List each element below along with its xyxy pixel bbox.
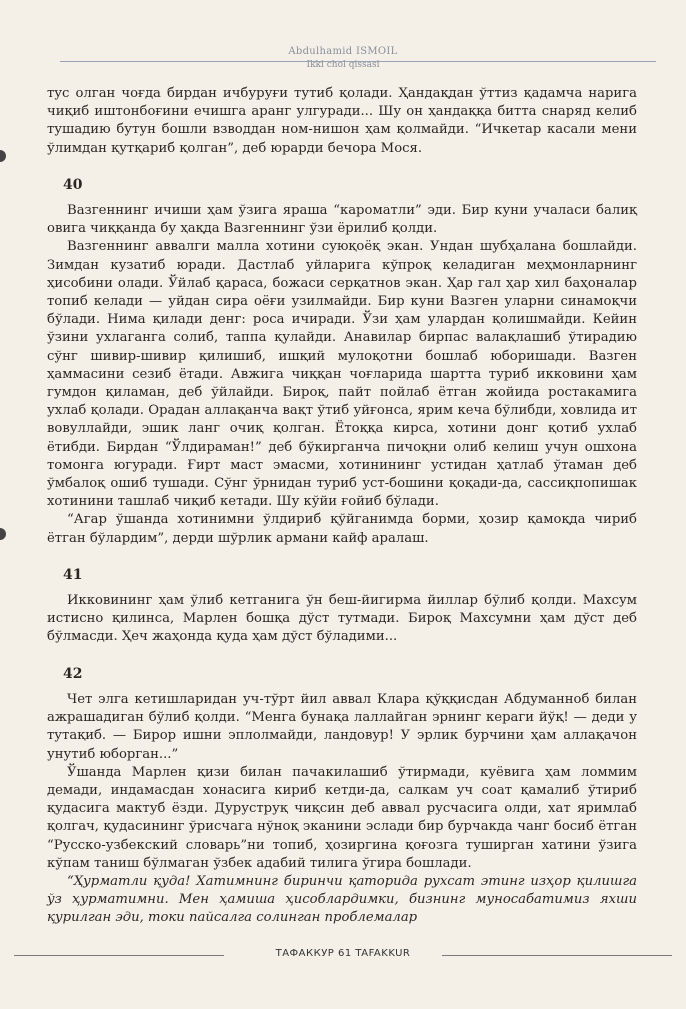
footer-rule-right	[442, 955, 672, 956]
section-number: 41	[63, 566, 83, 583]
section-number: 40	[63, 176, 83, 193]
paragraph: “Агар ўшанда хотинимни ўлдириб қўйганимда борми, ҳозир қамоқда чириб ётган бўлардим”, дерди шўрлик армани кайф аралаш.	[47, 512, 637, 546]
paragraph: Икковининг ҳам ўлиб кетганига ўн беш-йигирма йиллар бўлиб қолди. Махсум истисно қилинса, Марлен бошқа дўст тутмади. Бироқ Махсумни ҳам дўст деб бўлмасди. Ҳеч жаҳонда қуда ҳам дўст бўладими...	[47, 593, 637, 645]
binding-hole-top	[0, 150, 6, 162]
paragraph: Вазгеннинг ичиши ҳам ўзига яраша “кароматли” эди. Бир куни учаласи балиқ овига чиққанда бу ҳақда Вазгеннинг ўзи ёрилиб қолди.	[47, 203, 637, 237]
header-rule	[60, 61, 656, 62]
opening-paragraph: тус олган чоғда бирдан ичбуруғи тутиб қолади. Ҳандақдан ўттиз қадамча нарига чиқиб иштонбоғини ечишга аранг улгуради... Шу он ҳандаққа битта снаряд келиб тушадию бутун бошли взводдан ном-нишон ҳам қолмайди. “Ичкетар касали мени ўлимдан қутқариб қолган”, деб юрарди бечора Мося.	[47, 86, 637, 156]
page-content	[47, 85, 637, 928]
binding-hole-bottom	[0, 528, 6, 540]
footer-text: ТАФАККУР 61 TAFAKKUR	[275, 948, 411, 959]
page-footer	[0, 946, 686, 966]
header-subtitle: Ikki chol qissasi	[306, 60, 380, 70]
letter-paragraph: “Ҳурматли қуда! Хатимнинг биринчи қаторида рухсат этинг изҳор қилишга ўз ҳурматимни. Мен ҳамиша ҳисоблардимки, бизнинг муносабатимиз яхши қурилган эди, токи пайсалга солинган проблемалар	[47, 873, 637, 926]
paragraph: Вазгеннинг аввалги малла хотини суюқоёқ экан. Ундан шубҳалана бошлайди. Зимдан кузатиб юради. Дастлаб уйларига кўпроқ келадиган меҳмонларнинг ҳисобини олади. Ўйлаб қараса, божаси серқатнов экан. Ҳар гал ҳар хил баҳоналар топиб келади — уйдан сира оёғи узилмайди. Бир куни Вазген уларни синамоқчи бўлади. Нима қилади денг: роса ичиради. Ўзи ҳам улардан қолишмайди. Кейин ўзини ухлаганга солиб, таппа қулайди. Анавилар бирпас валақлашиб ўтирадию сўнг шивир-шивир қилишиб, ишқий мулоқотни бошлаб юборишади. Вазген ҳаммасини сезиб ётади. Авжига чиққан чоғларида шартта туриб икковини ҳам гумдон қиламан, деб ўйлайди. Бироқ, пайт пойлаб ётган жойида ростакамига ухлаб қолади. Орадан аллақанча вақт ўтиб уйғонса, ярим кеча бўлибди, ховлида ит вовуллайди, эшик ланг очиқ қолган. Ётоққа кирса, хотини донг қотиб ухлаб ётибди. Бирдан “Ўлдираман!” деб бўкирганча пичоқни олиб келиш учун ошхона томонга югуради. Ғирт маст эмасми, хотинининг устидан ҳатлаб ўтаман деб ўмбалоқ ошиб тушади. Сўнг ўрнидан туриб уст-бошини қоқади-да, сассиқпопишак хотинини ташлаб чиқиб кетади. Шу кўйи ғойиб бўлади.	[47, 239, 637, 510]
header-author: Abdulhamid ISMOIL	[288, 46, 398, 57]
paragraph: Чет элга кетишларидан уч-тўрт йил аввал Клара қўққисдан Абдуманноб билан ажрашадиган бўлиб қолди. “Менга бунақа лаллайган эрнинг кераги йўқ! — деди у тутақиб. — Бирор ишни эплолмайди, ландовур! У эрлик бурчини ҳам аллақачон унутиб юборган...”	[47, 691, 637, 762]
section-number: 42	[63, 665, 83, 682]
paragraph: Ўшанда Марлен қизи билан пачакилашиб ўтирмади, куёвига ҳам ломмим демади, индамасдан хонасига кириб кетди-да, салкам уч соат қамалиб ўтириб қудасига мактуб ёзди. Дуруструқ чиқсин деб аввал русчасига олди, хат яримлаб қолгач, қудасининг ўрисчага нўноқ эканини эслади бир бурчакда чанг босиб ётган “Русско-узбекский словарь”ни топиб, ҳозиргина қоғозга туширган хатини ўзига кўпам таниш бўлмаган ўзбек адабий тилига ўгира бошлади.	[47, 764, 637, 871]
page-header	[0, 46, 686, 70]
